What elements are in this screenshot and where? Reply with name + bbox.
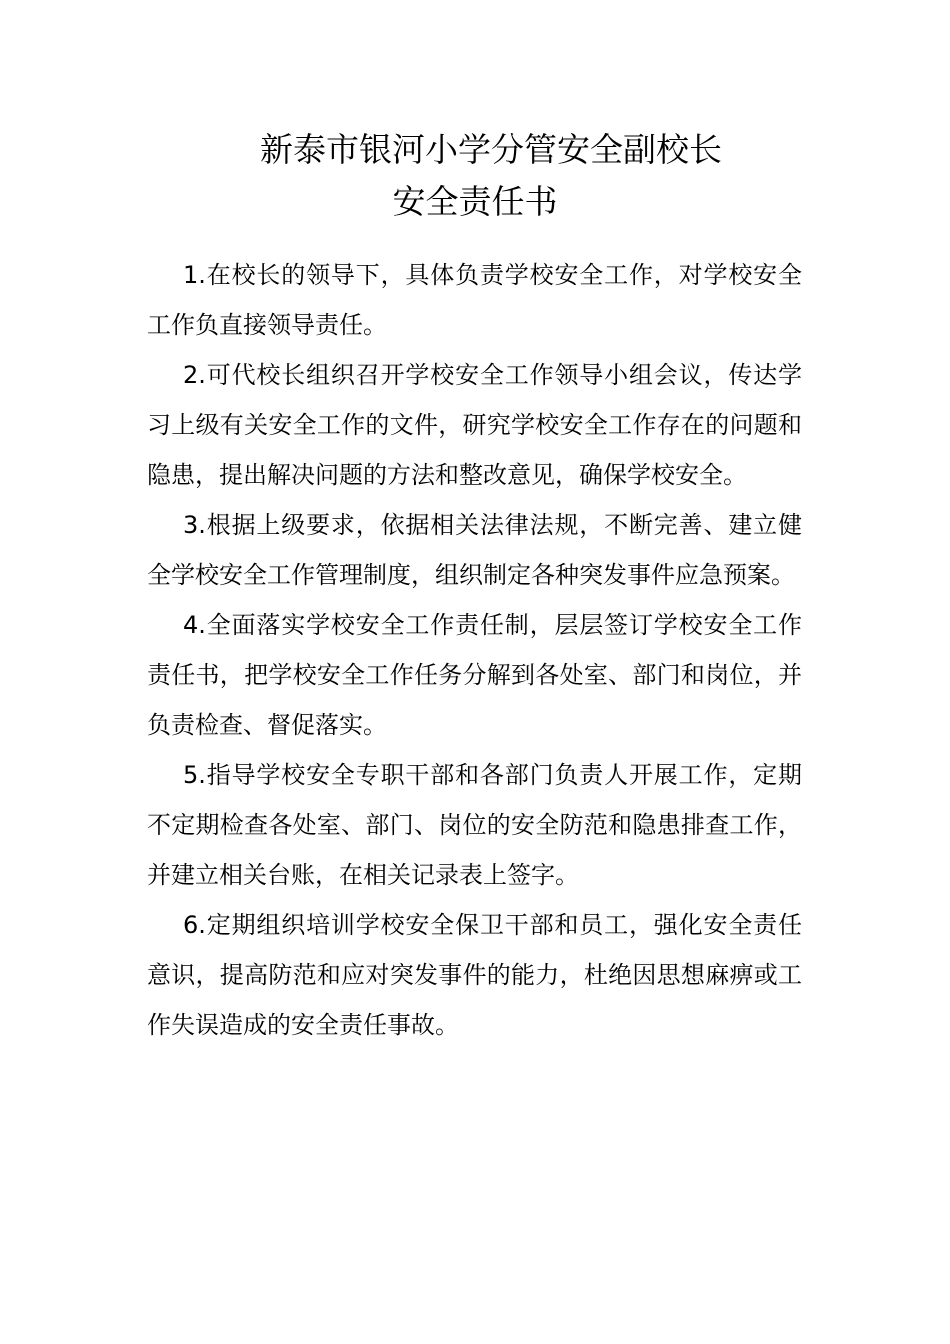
document-title [0, 124, 950, 228]
title-line-1: 新泰市银河小学分管安全副校长 [260, 130, 722, 169]
paragraph-4: 4.全面落实学校安全工作责任制，层层签订学校安全工作责任书，把学校安全工作任务分解到各处室、部门和岗位，并负责检查、督促落实。 [147, 611, 802, 739]
paragraph-5: 5.指导学校安全专职干部和各部门负责人开展工作，定期不定期检查各处室、部门、岗位的安全防范和隐患排查工作，并建立相关台账，在相关记录表上签字。 [147, 761, 802, 889]
title-line-2: 安全责任书 [392, 182, 558, 221]
document-body [147, 250, 802, 1050]
paragraph-2: 2.可代校长组织召开学校安全工作领导小组会议，传达学习上级有关安全工作的文件，研究学校安全工作存在的问题和隐患，提出解决问题的方法和整改意见，确保学校安全。 [147, 361, 802, 489]
paragraph-3: 3.根据上级要求，依据相关法律法规，不断完善、建立健全学校安全工作管理制度，组织制定各种突发事件应急预案。 [147, 511, 802, 589]
paragraph-1: 1.在校长的领导下，具体负责学校安全工作，对学校安全工作负直接领导责任。 [147, 261, 802, 339]
paragraph-6: 6.定期组织培训学校安全保卫干部和员工，强化安全责任意识，提高防范和应对突发事件的能力，杜绝因思想麻痹或工作失误造成的安全责任事故。 [147, 911, 802, 1039]
